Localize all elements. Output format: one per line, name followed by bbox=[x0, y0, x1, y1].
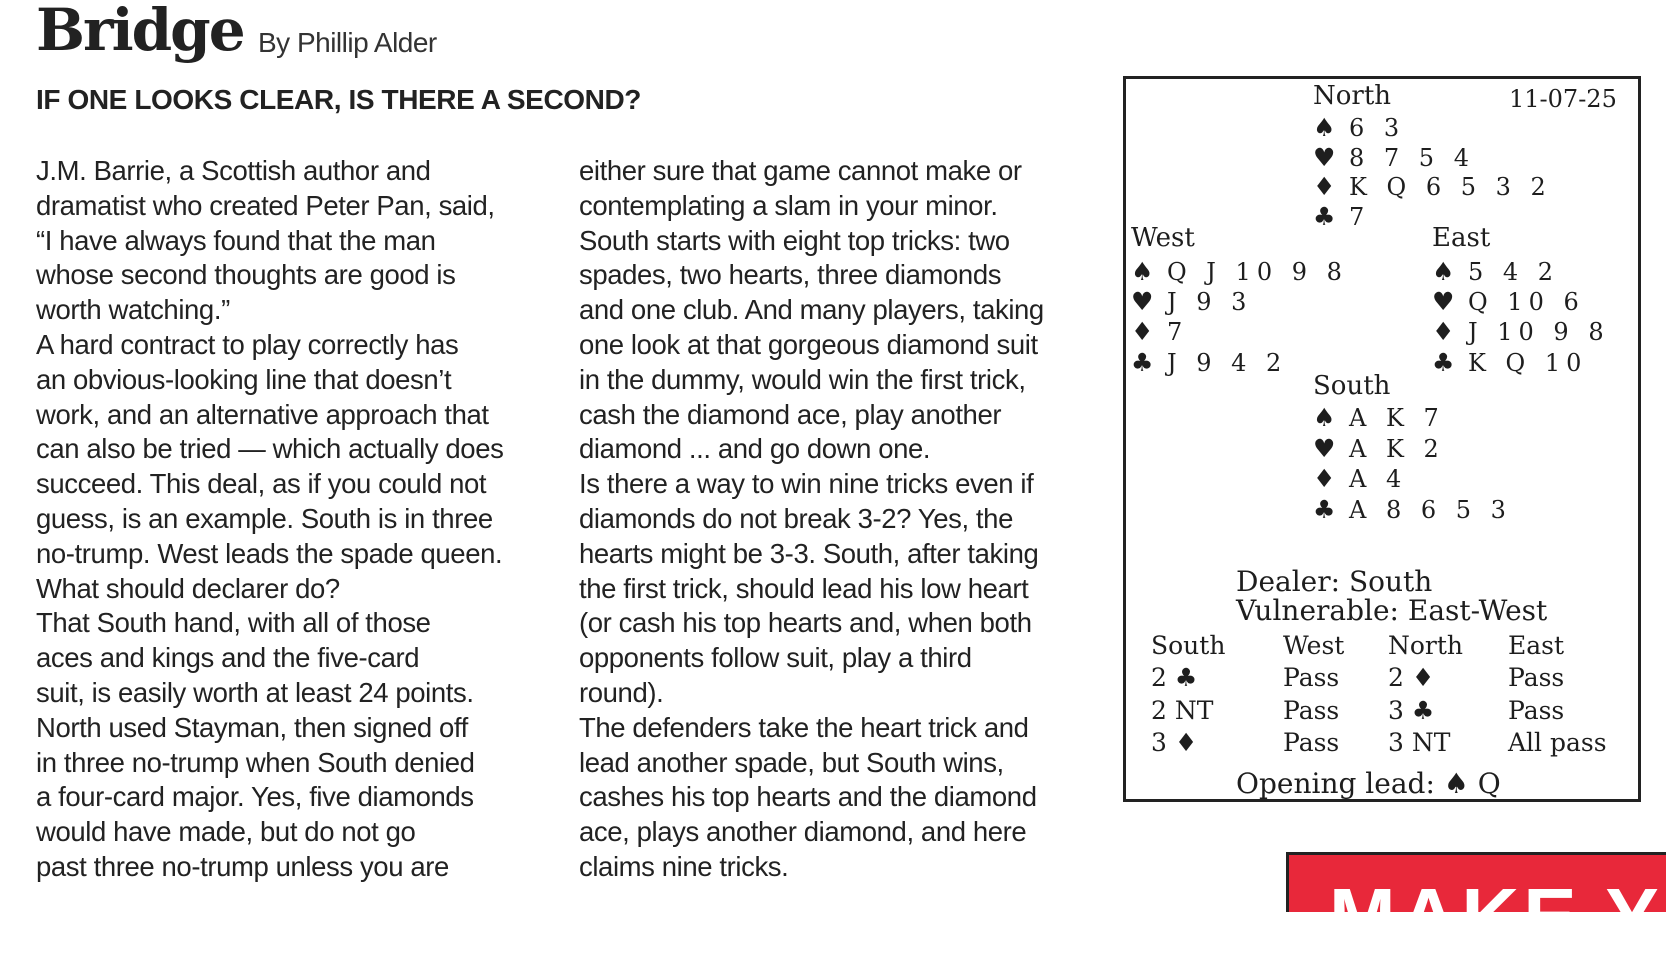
south-label: South bbox=[1313, 371, 1391, 401]
card-ranks: A 8 6 5 3 bbox=[1349, 495, 1512, 524]
advertisement-text: MAKE Y bbox=[1329, 872, 1663, 961]
opening-lead: Opening lead: ♠ Q bbox=[1236, 767, 1501, 800]
text-line: work, and an alternative approach that bbox=[36, 398, 489, 430]
auction-bid: Pass bbox=[1508, 695, 1565, 725]
east-suit-row bbox=[1432, 287, 1585, 316]
text-line: in three no-trump when South denied bbox=[36, 746, 475, 778]
east-label: East bbox=[1432, 223, 1491, 253]
text-line: opponents follow suit, play a third bbox=[579, 642, 972, 674]
south-suit-row bbox=[1313, 434, 1445, 463]
card-ranks: J 9 4 2 bbox=[1167, 348, 1288, 377]
text-line: aces and kings and the five-card bbox=[36, 642, 420, 674]
auction-bid: 2 ♦ bbox=[1388, 663, 1435, 692]
text-line: cash the diamond ace, play another bbox=[579, 398, 1002, 430]
text-line: no-trump. West leads the spade queen. bbox=[36, 537, 503, 569]
card-ranks: 5 4 2 bbox=[1468, 258, 1560, 286]
text-line: That South hand, with all of those bbox=[36, 607, 431, 639]
north-suit-row bbox=[1313, 143, 1475, 172]
suit-symbol-icon: ♣ bbox=[1131, 347, 1154, 377]
auction-bid: Pass bbox=[1283, 728, 1340, 757]
card-ranks: 7 bbox=[1167, 318, 1189, 347]
card-ranks: A K 2 bbox=[1349, 434, 1445, 463]
text-line: in the dummy, would win the first trick, bbox=[579, 363, 1026, 395]
east-suit-row bbox=[1432, 317, 1610, 346]
text-line: hearts might be 3-3. South, after taking bbox=[579, 537, 1039, 569]
north-suit-row bbox=[1313, 113, 1405, 142]
south-suit-row bbox=[1313, 403, 1445, 432]
auction-bid: Pass bbox=[1283, 695, 1340, 725]
text-line: The defenders take the heart trick and bbox=[579, 711, 1029, 743]
card-ranks: A 4 bbox=[1349, 465, 1408, 493]
suit-symbol-icon: ♠ bbox=[1432, 257, 1455, 286]
west-label: West bbox=[1131, 223, 1195, 253]
suit-symbol-icon: ♥ bbox=[1313, 433, 1336, 463]
text-line: and one club. And many players, taking bbox=[579, 294, 1044, 326]
south-suit-row bbox=[1313, 495, 1512, 524]
auction-bid: 2 NT bbox=[1151, 695, 1214, 725]
text-line: dramatist who created Peter Pan, said, bbox=[36, 189, 495, 221]
suit-symbol-icon: ♥ bbox=[1131, 287, 1154, 317]
text-line: diamonds do not break 3-2? Yes, the bbox=[579, 502, 1013, 534]
text-line: worth watching.” bbox=[36, 294, 230, 326]
suit-symbol-icon: ♦ bbox=[1131, 317, 1154, 347]
column-title: Bridge bbox=[36, 0, 244, 64]
north-suit-row bbox=[1313, 172, 1552, 201]
card-ranks: Q J 10 9 8 bbox=[1167, 258, 1348, 286]
west-suit-row bbox=[1131, 287, 1252, 316]
suit-symbol-icon: ♠ bbox=[1313, 403, 1336, 432]
text-line: North used Stayman, then signed off bbox=[36, 711, 468, 743]
card-ranks: J 9 3 bbox=[1167, 288, 1253, 317]
suit-symbol-icon: ♠ bbox=[1131, 257, 1154, 286]
suit-symbol-icon: ♠ bbox=[1313, 113, 1336, 142]
auction-bid: Pass bbox=[1283, 663, 1340, 692]
vulnerable-info: Vulnerable: East-West bbox=[1236, 594, 1548, 627]
text-line: one look at that gorgeous diamond suit bbox=[579, 328, 1038, 360]
card-ranks: 6 3 bbox=[1349, 114, 1406, 142]
suit-symbol-icon: ♣ bbox=[1313, 201, 1336, 231]
article-column-1 bbox=[36, 154, 561, 885]
advertisement-banner bbox=[1286, 852, 1666, 961]
north-suit-row bbox=[1313, 202, 1370, 231]
auction-header: South bbox=[1151, 631, 1226, 660]
deal-date: 11-07-25 bbox=[1509, 85, 1617, 113]
text-line: A hard contract to play correctly has bbox=[36, 328, 459, 360]
suit-symbol-icon: ♥ bbox=[1432, 287, 1455, 317]
auction-bid: 3 ♦ bbox=[1151, 728, 1198, 757]
text-line: would have made, but do not go bbox=[36, 816, 416, 848]
article-column-2 bbox=[579, 154, 1104, 885]
text-line: can also be tried — which actually does bbox=[36, 433, 504, 465]
text-line: whose second thoughts are good is bbox=[36, 259, 456, 291]
card-ranks: Q 10 6 bbox=[1468, 288, 1585, 317]
auction-header: West bbox=[1283, 631, 1345, 660]
text-line: lead another spade, but South wins, bbox=[579, 746, 1004, 778]
north-label: North bbox=[1313, 81, 1392, 111]
text-line: the first trick, should lead his low heart bbox=[579, 572, 1029, 604]
suit-symbol-icon: ♣ bbox=[1432, 347, 1455, 377]
suit-symbol-icon: ♣ bbox=[1313, 494, 1336, 524]
text-line: either sure that game cannot make or bbox=[579, 155, 1022, 186]
bridge-deal-diagram bbox=[1123, 76, 1641, 802]
card-ranks: J 10 9 8 bbox=[1468, 318, 1610, 347]
card-ranks: 7 bbox=[1349, 202, 1371, 231]
card-ranks: 8 7 5 4 bbox=[1349, 143, 1475, 172]
east-suit-row bbox=[1432, 257, 1559, 286]
auction-table bbox=[1151, 631, 1611, 761]
card-ranks: K Q 10 bbox=[1468, 348, 1588, 377]
text-line: succeed. This deal, as if you could not bbox=[36, 468, 487, 500]
auction-header: East bbox=[1508, 631, 1565, 660]
byline: By Phillip Alder bbox=[258, 27, 437, 58]
auction-bid: 2 ♣ bbox=[1151, 663, 1198, 692]
south-suit-row bbox=[1313, 464, 1407, 493]
suit-symbol-icon: ♦ bbox=[1313, 464, 1336, 493]
text-line: round). bbox=[579, 676, 664, 708]
text-line: diamond ... and go down one. bbox=[579, 433, 931, 465]
auction-bid: All pass bbox=[1508, 728, 1607, 757]
text-line: “I have always found that the man bbox=[36, 224, 436, 256]
auction-bid: 3 ♣ bbox=[1388, 695, 1435, 725]
text-line: guess, is an example. South is in three bbox=[36, 502, 493, 534]
dealer-info: Dealer: South bbox=[1236, 565, 1433, 598]
text-line: (or cash his top hearts and, when both bbox=[579, 607, 1032, 639]
card-ranks: A K 7 bbox=[1349, 404, 1445, 432]
text-line: South starts with eight top tricks: two bbox=[579, 224, 1010, 256]
text-line: a four-card major. Yes, five diamonds bbox=[36, 781, 474, 813]
west-suit-row bbox=[1131, 257, 1348, 286]
text-line: ace, plays another diamond, and here bbox=[579, 816, 1027, 848]
headline: IF ONE LOOKS CLEAR, IS THERE A SECOND? bbox=[36, 84, 641, 115]
card-ranks: K Q 6 5 3 2 bbox=[1349, 173, 1552, 201]
text-line: cashes his top hearts and the diamond bbox=[579, 781, 1037, 813]
text-line: Is there a way to win nine tricks even if bbox=[579, 468, 1034, 500]
text-line: suit, is easily worth at least 24 points. bbox=[36, 676, 474, 708]
text-line: claims nine tricks. bbox=[579, 850, 789, 882]
suit-symbol-icon: ♥ bbox=[1313, 142, 1336, 172]
auction-header: North bbox=[1388, 631, 1464, 660]
text-line: past three no-trump unless you are bbox=[36, 850, 449, 882]
west-suit-row bbox=[1131, 348, 1287, 377]
text-line: an obvious-looking line that doesn’t bbox=[36, 363, 452, 395]
auction-bid: 3 NT bbox=[1388, 728, 1451, 757]
suit-symbol-icon: ♦ bbox=[1313, 172, 1336, 201]
east-suit-row bbox=[1432, 348, 1587, 377]
auction-bid: Pass bbox=[1508, 663, 1565, 692]
west-suit-row bbox=[1131, 317, 1188, 346]
suit-symbol-icon: ♦ bbox=[1432, 317, 1455, 347]
text-line: What should declarer do? bbox=[36, 572, 340, 604]
text-line: spades, two hearts, three diamonds bbox=[579, 259, 1002, 291]
text-line: contemplating a slam in your minor. bbox=[579, 189, 998, 221]
text-line: J.M. Barrie, a Scottish author and bbox=[36, 155, 431, 186]
